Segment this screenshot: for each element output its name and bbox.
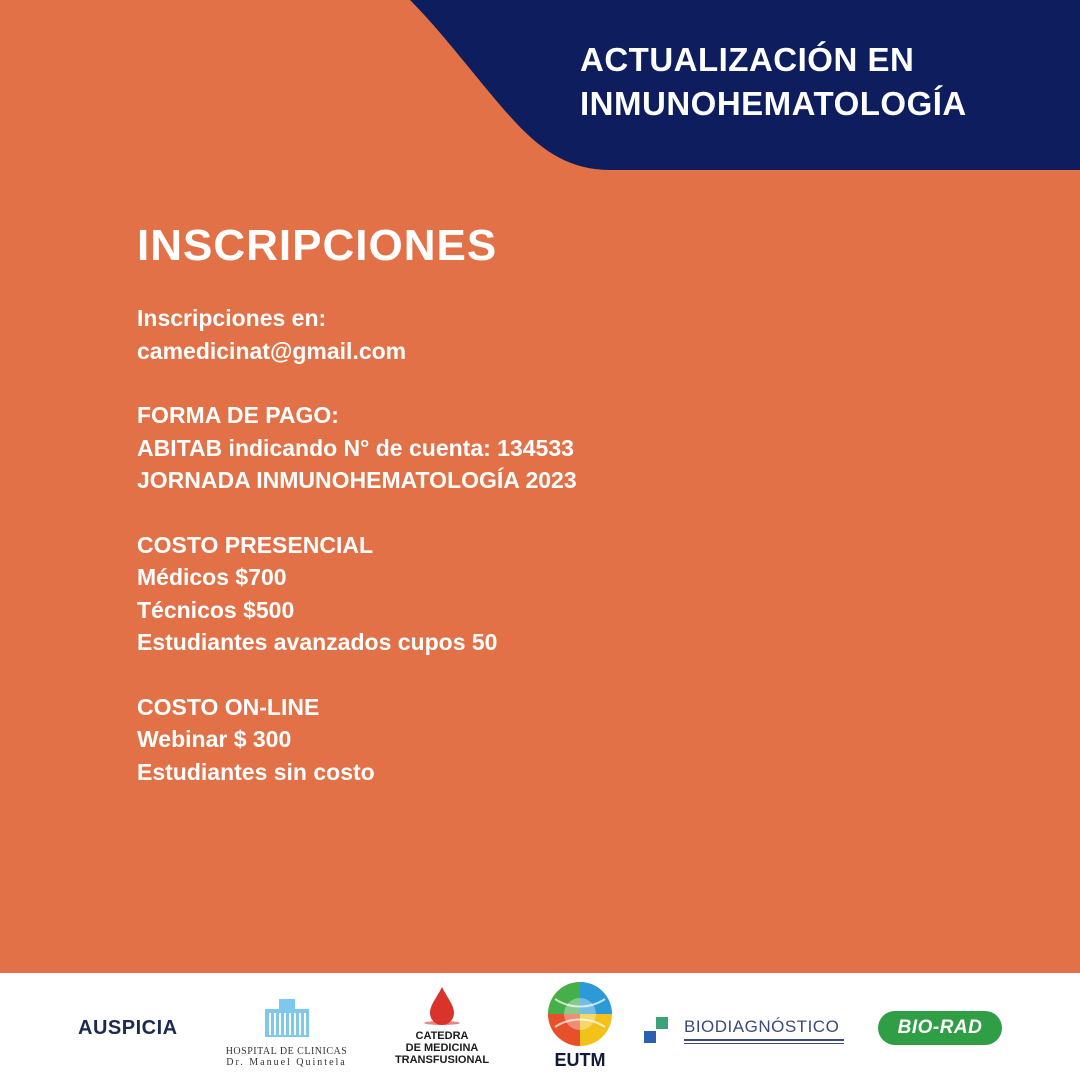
catedra-logo-line1: CATEDRA xyxy=(415,1030,469,1042)
online-cost-block xyxy=(137,691,1037,789)
blood-drop-icon xyxy=(422,985,462,1027)
in-person-cost-block xyxy=(137,529,1037,659)
payment-reference: JORNADA INMUNOHEMATOLOGÍA 2023 xyxy=(137,467,577,493)
biodiagnostico-logo-label: BIODIAGNÓSTICO xyxy=(684,1017,840,1036)
hospital-building-icon xyxy=(257,995,317,1039)
payment-account: ABITAB indicando N° de cuenta: 134533 xyxy=(137,434,574,461)
eutm-logo xyxy=(540,979,620,1077)
catedra-logo-line3: TRANSFUSIONAL xyxy=(394,1054,490,1066)
online-cost-label: COSTO ON-LINE xyxy=(137,693,320,720)
biodiagnostico-squares-icon xyxy=(642,1013,676,1047)
biodiagnostico-underline-thin xyxy=(684,1043,844,1044)
cost-item: Webinar $ 300 xyxy=(137,726,292,752)
hospital-logo-line1: HOSPITAL DE CLINICAS xyxy=(225,1046,348,1057)
bio-rad-logo: BIO-RAD xyxy=(878,1011,1002,1045)
hospital-logo-line2: Dr. Manuel Quintela xyxy=(226,1057,347,1068)
page-heading: INSCRIPCIONES xyxy=(137,221,498,270)
event-title-line1: ACTUALIZACIÓN EN xyxy=(580,41,915,78)
eutm-globe-icon xyxy=(545,979,615,1049)
catedra-logo-line2: DE MEDICINA xyxy=(405,1042,479,1054)
catedra-medicina-transfusional-logo xyxy=(392,985,492,1075)
cost-item: Técnicos $500 xyxy=(137,596,295,623)
registration-email[interactable]: camedicinat@gmail.com xyxy=(137,337,407,364)
payment-block xyxy=(137,399,1037,497)
cost-item: Estudiantes avanzados cupos 50 xyxy=(137,629,498,655)
event-title xyxy=(580,38,1070,126)
auspicia-label: AUSPICIA xyxy=(78,1017,178,1039)
biodiagnostico-underline xyxy=(684,1039,844,1041)
in-person-cost-label: COSTO PRESENCIAL xyxy=(137,531,373,558)
payment-label: FORMA DE PAGO: xyxy=(137,402,339,428)
hospital-de-clinicas-logo xyxy=(214,995,359,1075)
sponsors-footer xyxy=(0,973,1080,1080)
cost-item: Médicos $700 xyxy=(137,564,287,590)
cost-item: Estudiantes sin costo xyxy=(137,758,375,785)
registration-block xyxy=(137,302,1037,367)
registration-label: Inscripciones en: xyxy=(137,305,327,331)
biodiagnostico-logo xyxy=(642,1013,852,1047)
registration-info xyxy=(137,220,1037,820)
eutm-logo-label: EUTM xyxy=(554,1050,606,1070)
event-title-line2: INMUNOHEMATOLOGÍA xyxy=(580,85,967,122)
